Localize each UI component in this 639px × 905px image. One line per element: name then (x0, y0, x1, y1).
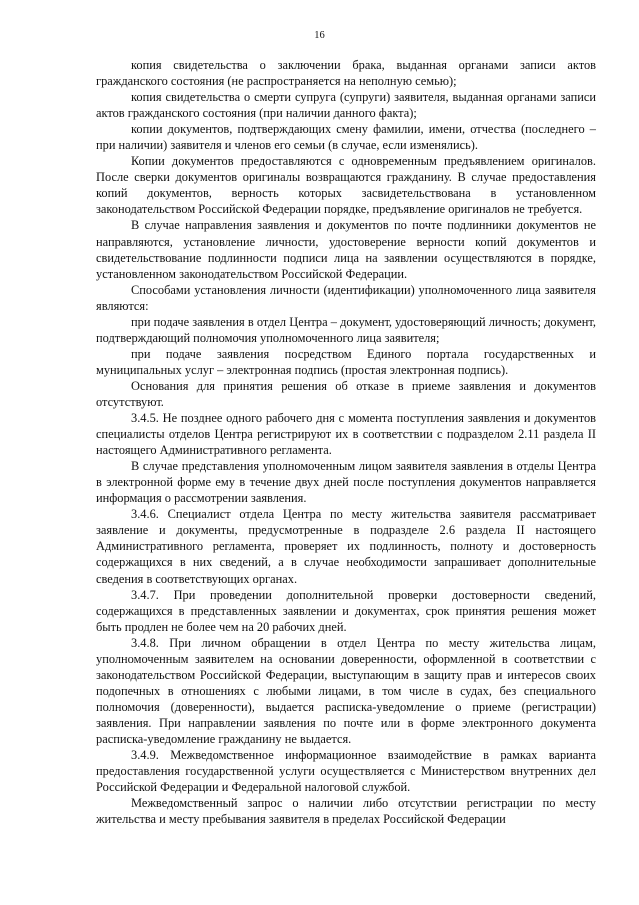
paragraph: В случае представления уполномоченным лицом заявителя заявления в отделы Центра в электронной форме ему в течение двух дней после поступления документов направляется информация о рассмотрении заявления. (96, 459, 596, 506)
paragraph: 3.4.7. При проведении дополнительной проверки достоверности сведений, содержащихся в представленных заявлении и документах, срок принятия решения может быть продлен не более чем на 20 рабочих дней. (96, 587, 596, 634)
paragraph: Копии документов предоставляются с одновременным предъявлением оригиналов. После сверки документов оригиналы возвращаются гражданину. В случае предоставления копий документов, верность которых засвидетельствована в установленном законодательством Российской Федерации порядке, предъявление оригиналов не требуется. (96, 154, 596, 217)
paragraph: 3.4.6. Специалист отдела Центра по месту жительства заявителя рассматривает заявление и документы, предусмотренные в подразделе 2.6 раздела II настоящего Административного регламента, проверяет их подлинность, полноту и достоверность содержащихся в них сведений, а в случае необходимости запрашивает дополнительные сведения в соответствующих органах. (96, 507, 596, 586)
paragraph: при подаче заявления в отдел Центра – документ, удостоверяющий личность; документ, подтверждающий полномочия уполномоченного лица заявителя; (96, 314, 596, 345)
paragraph: при подаче заявления посредством Единого портала государственных и муниципальных услуг – электронная подпись (простая электронная подпись). (96, 346, 596, 377)
paragraph: 3.4.5. Не позднее одного рабочего дня с момента поступления заявления и документов специалисты отделов Центра регистрируют их в соответствии с подразделом 2.11 раздела II настоящего Административного регламента. (96, 411, 596, 458)
paragraph: Способами установления личности (идентификации) уполномоченного лица заявителя являются: (96, 282, 596, 313)
paragraph: копия свидетельства о смерти супруга (супруги) заявителя, выданная органами записи актов гражданского состояния (при наличии данного факта); (96, 90, 596, 121)
paragraph: Основания для принятия решения об отказе в приеме заявления и документов отсутствуют. (96, 378, 596, 409)
paragraph: 3.4.9. Межведомственное информационное взаимодействие в рамках варианта предоставления государственной услуги осуществляется с Министерством внутренних дел Российской Федерации и Федеральной налоговой службой. (96, 748, 596, 795)
paragraph: 3.4.8. При личном обращении в отдел Центра по месту жительства лицам, уполномоченным заявителем на основании доверенности, оформленной в соответствии с законодательством Российской Федерации, выступающим в защиту прав и интересов своих подопечных в отношениях с любыми лицами, в том числе в судах, без специального полномочия (доверенности), выдается расписка-уведомление о приеме (регистрации) заявления. При направлении заявления по почте или в форме электронного документа расписка-уведомление гражданину не выдается. (96, 635, 596, 746)
page-number: 16 (314, 30, 325, 41)
body-text (96, 57, 596, 827)
paragraph: копия свидетельства о заключении брака, выданная органами записи актов гражданского состояния (не распространяется на неполную семью); (96, 58, 596, 89)
paragraph: копии документов, подтверждающих смену фамилии, имени, отчества (последнего – при наличии) заявителя и членов его семьи (в случае, если изменялись). (96, 122, 596, 153)
paragraph: Межведомственный запрос о наличии либо отсутствии регистрации по месту жительства и месту пребывания заявителя в пределах Российской Федерации (96, 796, 596, 827)
paragraph: В случае направления заявления и документов по почте подлинники документов не направляются, установление личности, удостоверение верности копий документов и свидетельствование подлинности подписи лица на заявлении осуществляются в порядке, установленном законодательством Российской Федерации. (96, 218, 596, 281)
